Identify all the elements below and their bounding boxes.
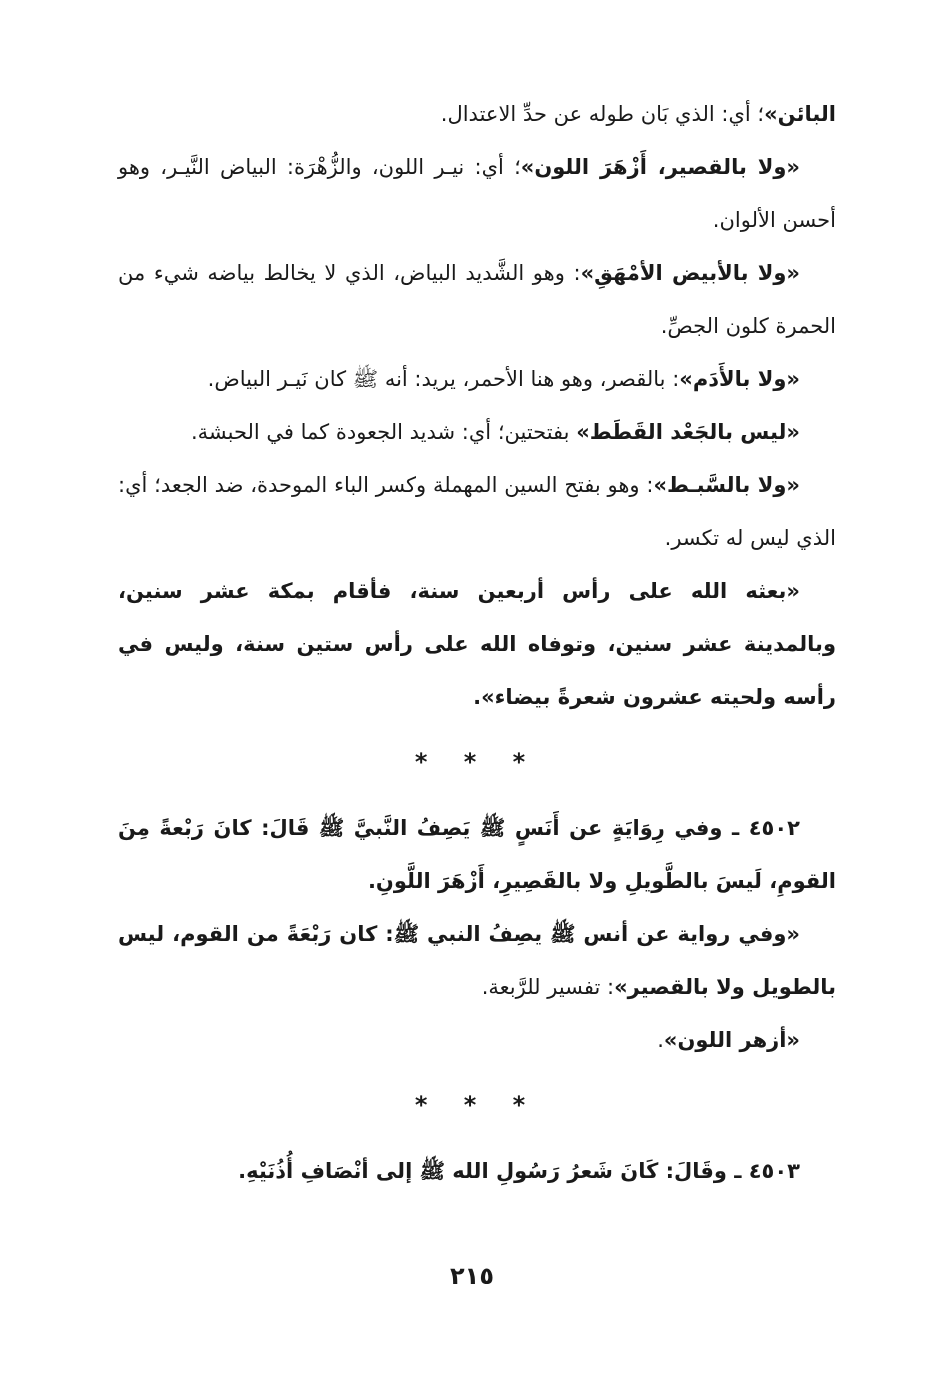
color-explanation xyxy=(118,1014,836,1067)
paragraph-2 xyxy=(118,141,836,247)
term-explanation: بفتحتين؛ أي: شديد الجعودة كما في الحبشة. xyxy=(190,420,577,444)
page-body xyxy=(118,88,836,1198)
term-explanation: : بالقصر، وهو هنا الأحمر، يريد: أنه ﷺ كان نَيـر البياض. xyxy=(207,367,680,391)
paragraph-4 xyxy=(118,353,836,406)
term-heading: «أزهر اللون» xyxy=(663,1028,800,1052)
term-explanation: : وهو بفتح السين المهملة وكسر الباء الموحدة، ضد الجعد؛ أي: الذي ليس له تكسر. xyxy=(118,473,836,550)
term-heading: «ولا بالقصير، أَزْهَرَ اللون» xyxy=(520,155,800,179)
hadith-4502: ٤٥٠٢ ـ وفي رِوَايَةٍ عن أَنَسٍ ﷺ يَصِفُ النَّبيَّ ﷺ قَالَ: كانَ رَبْعةً مِنَ القومِ، لَيسَ بالطَّويلِ ولا بالقَصِيرِ، أَزْهَرَ اللَّونِ. xyxy=(118,816,836,893)
term-explanation: . xyxy=(657,1028,664,1052)
term-heading: «ولا بالأبيض الأمْهَقِ» xyxy=(580,261,801,285)
hadith-4503: ٤٥٠٣ ـ وقَالَ: كَانَ شَعرُ رَسُولِ الله ﷺ إلى أنْصَافِ أُذُنَيْهِ. xyxy=(238,1159,800,1183)
hadith-4502-explanation xyxy=(118,908,836,1014)
term-heading: «وفي رواية عن أنس ﷺ يصِفُ النبي ﷺ: كان رَبْعَةً من القوم، ليس بالطويل ولا بالقصير» xyxy=(118,922,836,999)
paragraph-5 xyxy=(118,406,836,459)
term-explanation: : وهو الشَّديد البياض، الذي لا يخالط بياضه شيء من الحمرة كلون الجصِّ. xyxy=(118,261,836,338)
section-separator: * * * xyxy=(414,748,540,776)
term-explanation: ؛ أي: الذي بَان طوله عن حدِّ الاعتدال. xyxy=(440,102,765,126)
paragraph-1 xyxy=(118,88,836,141)
term-explanation: ؛ أي: نيـر اللون، والزُّهْرَة: البياض النَّيـر، وهو أحسن الألوان. xyxy=(118,155,836,232)
section-separator-2: * * * xyxy=(414,1091,540,1119)
paragraph-3 xyxy=(118,247,836,353)
term-heading: «ولا بالسَّبـط» xyxy=(653,473,800,497)
page-number: ٢١٥ xyxy=(450,1262,494,1290)
term-heading: «ليس بالجَعْد القَطَط» xyxy=(576,420,800,444)
term-heading: «ولا بالأَدَم» xyxy=(679,367,800,391)
paragraph-6 xyxy=(118,459,836,565)
term-heading: البائن» xyxy=(764,102,836,126)
term-explanation: : تفسير للرَّبعة. xyxy=(481,975,615,999)
quoted-hadith: «بعثه الله على رأس أربعين سنة، فأقام بمكة عشر سنين، وبالمدينة عشر سنين، وتوفاه الله على رأس ستين سنة، وليس في رأسه ولحيته عشرون شعرةً بيضاء». xyxy=(118,579,836,709)
